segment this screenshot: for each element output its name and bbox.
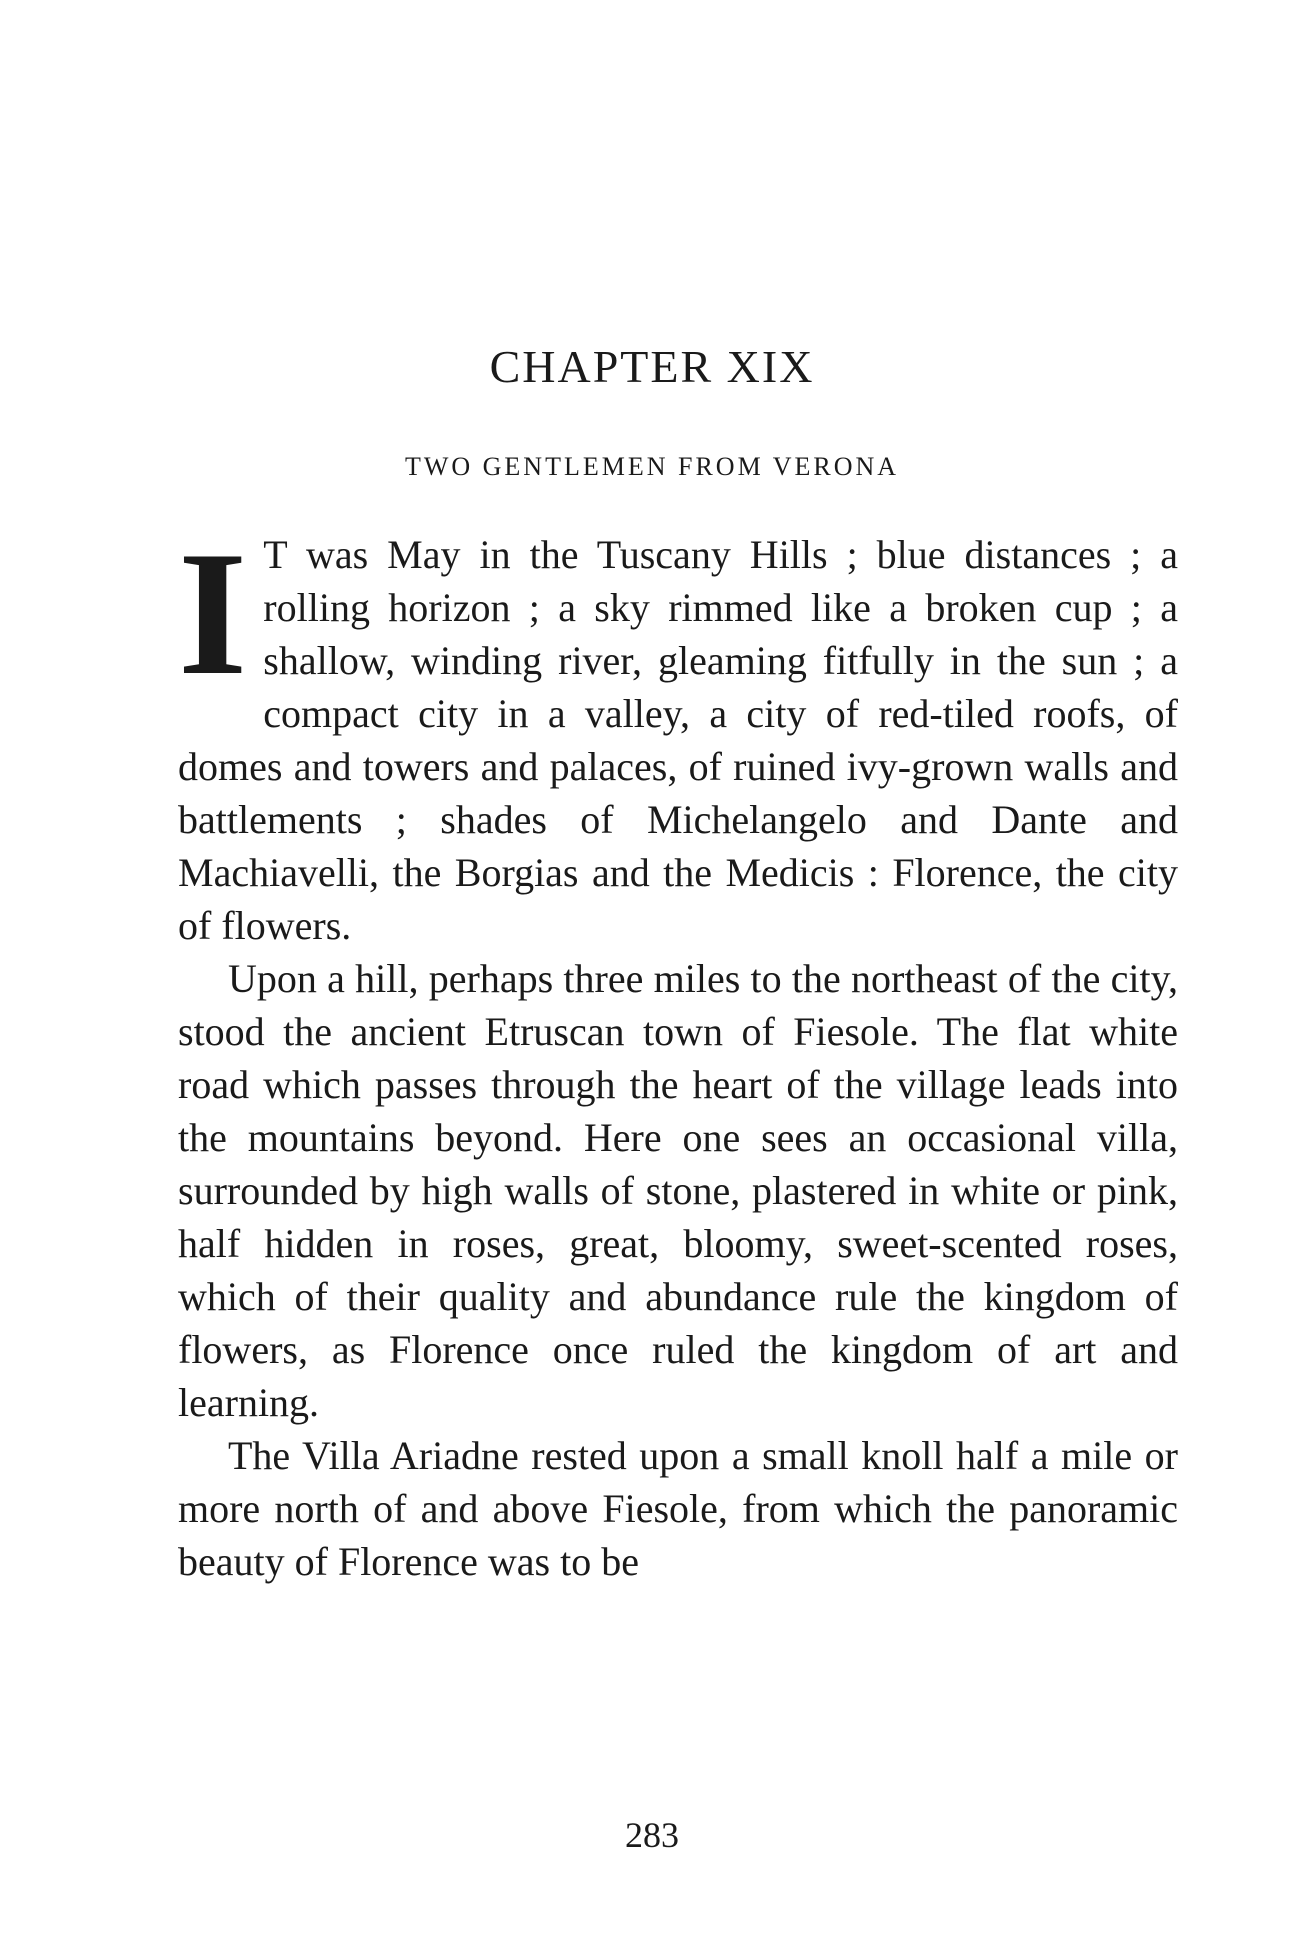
paragraph-3: The Villa Ariadne rested upon a small knoll half a mile or more north of and above Fiesole, from which the panoramic beauty of Florence was to be (178, 1433, 1178, 1584)
drop-cap: I (178, 514, 248, 712)
paragraph-1 (178, 514, 1178, 952)
page-number: 283 (625, 1815, 679, 1855)
chapter-heading: CHAPTER XIX (489, 341, 815, 392)
chapter-subtitle: TWO GENTLEMEN FROM VERONA (404, 452, 900, 481)
paragraph-1-text: T was May in the Tuscany Hills ; blue distances ; a rolling horizon ; a sky rimmed like a broken cup ; a shallow, winding river, gleaming fitfully in the sun ; a compact city in a valley, a city of red-tiled roofs, of domes and towers and palaces, of ruined ivy-grown walls and battlements ; shades of Michelangelo and Dante and Machiavelli, the Borgias and the Medicis : Florence, the city of flowers. (178, 532, 1178, 948)
paragraph-2: Upon a hill, perhaps three miles to the northeast of the city, stood the ancient Etruscan town of Fiesole. The flat white road which passes through the heart of the village leads into the mountains beyond. Here one sees an occasional villa, surrounded by high walls of stone, plastered in white or pink, half hidden in roses, great, bloomy, sweet-scented roses, which of their quality and abundance rule the kingdom of flowers, as Florence once ruled the kingdom of art and learning. (178, 956, 1178, 1425)
chapter-body (178, 514, 1178, 1588)
